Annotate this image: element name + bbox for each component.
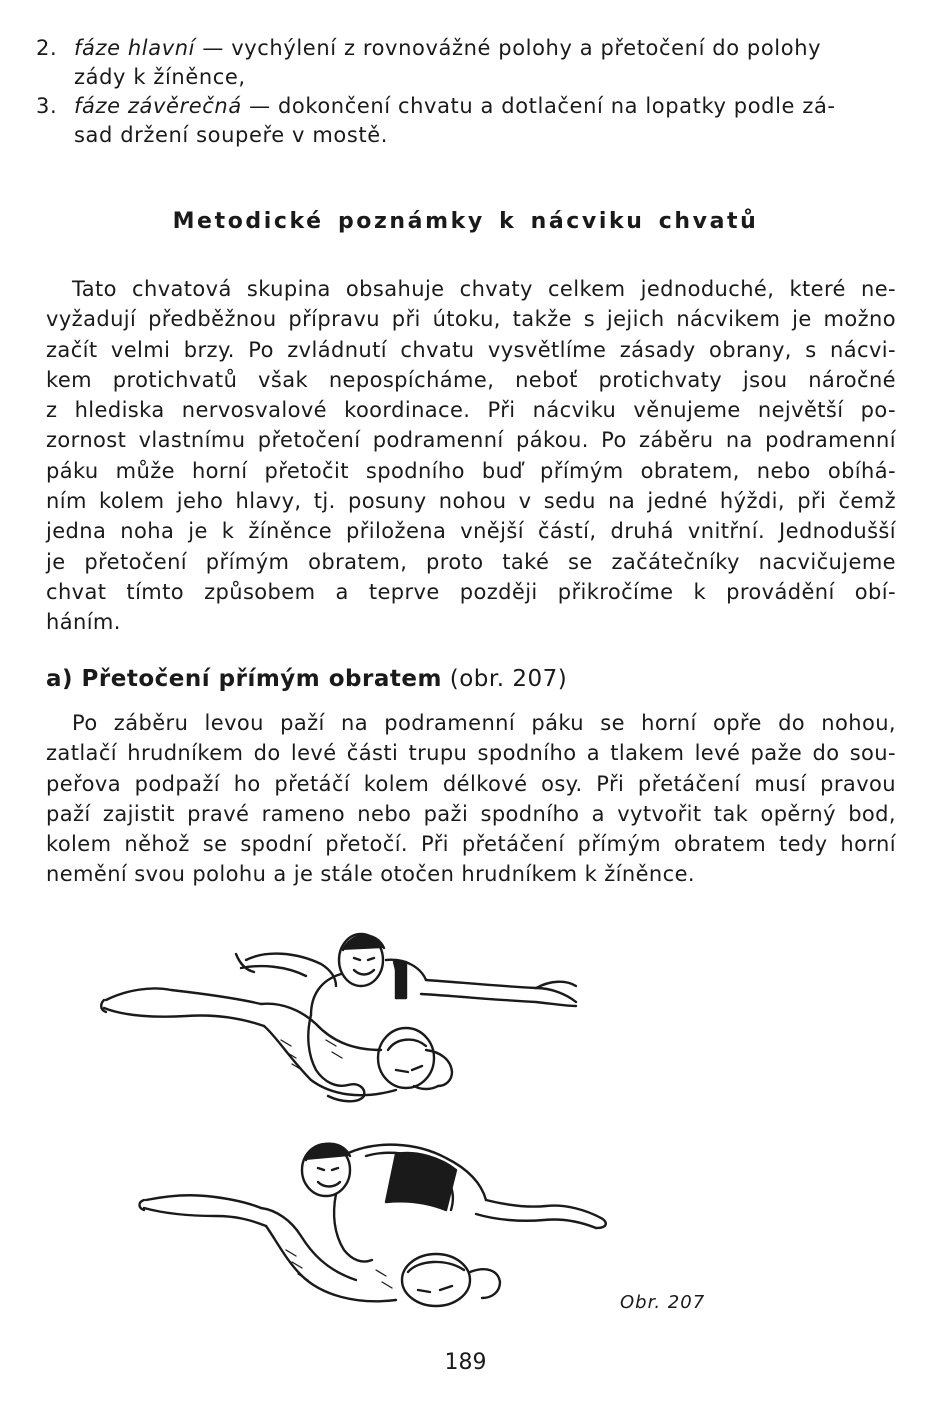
text-line: začít velmi brzy. Po zvládnutí chvatu vysvětlíme zásady obrany, s nácvi- [46, 337, 896, 362]
text-line: Po záběru levou paží na podramenní páku se horní opře do nohou, [72, 711, 896, 735]
text-line: peřova podpaží ho přetáčí kolem délkové osy. Při přetáčení musí pravou [46, 771, 896, 796]
subsection-title: a) Přetočení přímým obratem [46, 666, 442, 692]
figure-reference: (obr. 207) [441, 666, 568, 692]
text-line: zatlačí hrudníkem do levé části trupu spodního a tlakem levé paže do sou- [46, 741, 896, 766]
text-line: kem protichvatů však nepospícháme, neboť protichvaty jsou náročné [46, 367, 896, 392]
paragraph-methodology [46, 274, 896, 638]
list-line [74, 34, 896, 63]
list-text: — dokončení chvatu a dotlačení na lopatky podle zá- [241, 94, 836, 118]
phase-list [36, 34, 896, 150]
list-number: 2. [36, 36, 58, 60]
text-line: Tato chvatová skupina obsahuje chvaty celkem jednoduché, které ne- [72, 277, 896, 301]
section-heading: Metodické poznámky k nácviku chvatů [172, 209, 759, 234]
text-line: páku může horní přetočit spodního buď přímým obratem, nebo obíhá- [46, 458, 896, 483]
paragraph-technique [46, 708, 896, 890]
list-line-continued: sad držení soupeře v mostě. [74, 123, 389, 147]
page-number: 189 [444, 1350, 487, 1375]
text-line: nemění svou polohu a je stále otočen hrudníkem k žíněnce. [46, 862, 695, 887]
text-line: vyžadují předběžnou přípravu při útoku, takže s jejich nácvikem je možno [46, 307, 896, 332]
text-line: kolem něhož se spodní přetočí. Při přetáčení přímým obratem tedy horní [46, 832, 896, 857]
text-line: ním kolem jeho hlavy, tj. posuny nohou v sedu na jedné hýždi, při čemž [46, 489, 896, 514]
text-line: paží zajistit pravé rameno nebo paži spodního a vytvořit tak opěrný bod, [46, 801, 896, 826]
text-line: je přetočení přímým obratem, proto také se začátečníky nacvičujeme [46, 549, 896, 574]
text-line: z hlediska nervosvalové koordinace. Při nácviku věnujeme největší po- [46, 398, 896, 423]
figure-caption: Obr. 207 [620, 1292, 706, 1313]
text-line: zornost vlastnímu přetočení podramenní pákou. Po záběru na podramenní [46, 428, 896, 453]
list-text: — vychýlení z rovnovážné polohy a přetočení do polohy [195, 36, 822, 60]
illustration-drawing [96, 920, 616, 1330]
text-line: háním. [46, 610, 121, 635]
text-line: jedna noha je k žíněnce přiložena vnější částí, druhá vnitřní. Jednodušší [46, 519, 896, 544]
list-item [36, 92, 896, 150]
subsection-heading [46, 666, 567, 692]
list-term: fáze hlavní [74, 36, 196, 60]
list-line-continued: zády k žíněnce, [74, 65, 246, 89]
wrestling-illustration [96, 920, 616, 1330]
list-number: 3. [36, 94, 58, 118]
bottom-drawing [140, 1144, 606, 1306]
text-line: chvat tímto způsobem a teprve později přikročíme k provádění obí- [46, 579, 896, 604]
list-item [36, 34, 896, 92]
top-drawing [101, 934, 576, 1101]
list-term: fáze závěrečná [74, 94, 242, 118]
list-line [74, 92, 896, 121]
